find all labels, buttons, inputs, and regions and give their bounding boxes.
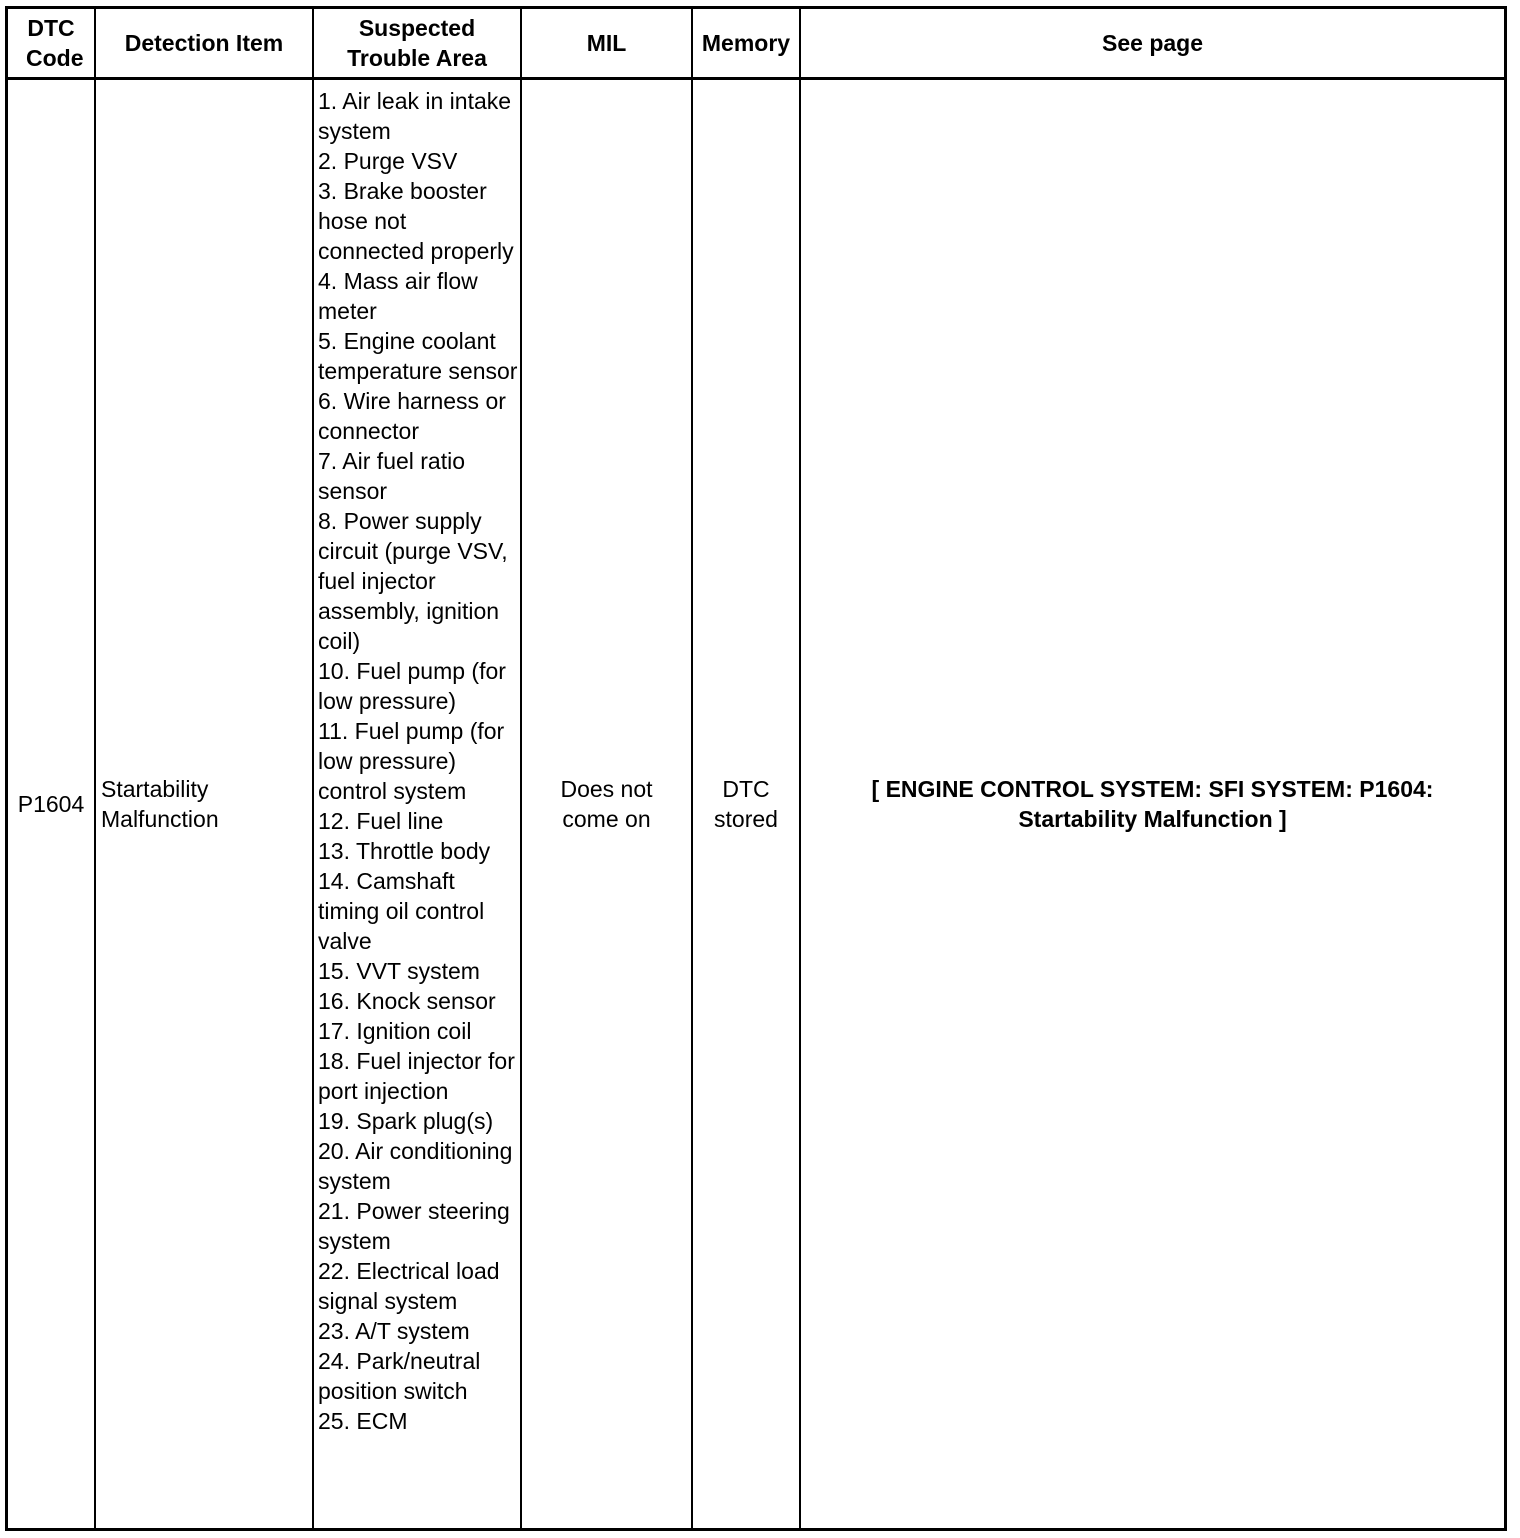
list-item: 2. Purge VSV [318, 148, 458, 174]
list-item: 23. A/T system [318, 1318, 470, 1344]
column-divider [94, 6, 96, 1531]
list-item: 21. Power steering system [318, 1198, 510, 1254]
list-item: 12. Fuel line [318, 808, 444, 834]
list-item: 8. Power supply circuit (purge VSV, fuel injector assembly, ignition coil) [318, 508, 508, 654]
list-item: 5. Engine coolant temperature sensor [318, 328, 518, 384]
list-item: 25. ECM [318, 1408, 408, 1434]
dtc-code-value: P1604 [17, 791, 85, 817]
list-item: 4. Mass air flow meter [318, 268, 478, 324]
suspected-trouble-area-list [318, 86, 518, 1436]
cell-mil [522, 80, 691, 1528]
memory-value: DTC stored [714, 776, 778, 832]
header-dtc-code [8, 9, 94, 77]
column-divider [312, 6, 314, 1531]
header-see-page-label: See page [1102, 30, 1203, 56]
list-item: 14. Camshaft timing oil control valve [318, 868, 485, 954]
header-mil-label: MIL [586, 30, 627, 56]
cell-memory [693, 80, 799, 1528]
header-suspected-trouble-area-label: Suspected Trouble Area [347, 15, 487, 71]
header-see-page [801, 9, 1504, 77]
list-item: 6. Wire harness or connector [318, 388, 506, 444]
header-memory [693, 9, 799, 77]
header-dtc-code-label: DTC Code [26, 15, 84, 71]
see-page-link[interactable]: [ ENGINE CONTROL SYSTEM: SFI SYSTEM: P1604: Startability Malfunction ] [871, 776, 1434, 832]
header-detection-item [96, 9, 312, 77]
header-detection-item-label: Detection Item [124, 30, 284, 56]
cell-dtc-code [8, 80, 94, 1528]
list-item: 13. Throttle body [318, 838, 491, 864]
list-item: 20. Air conditioning system [318, 1138, 513, 1194]
header-mil [522, 9, 691, 77]
list-item: 15. VVT system [318, 958, 480, 984]
detection-item-value: Startability Malfunction [101, 776, 219, 832]
list-item: 18. Fuel injector for port injection [318, 1048, 515, 1104]
list-item: 1. Air leak in intake system [318, 88, 512, 144]
list-item: 11. Fuel pump (for low pressure) control system [318, 718, 505, 804]
list-item: 10. Fuel pump (for low pressure) [318, 658, 506, 714]
header-memory-label: Memory [701, 30, 791, 56]
list-item: 7. Air fuel ratio sensor [318, 448, 466, 504]
list-item: 22. Electrical load signal system [318, 1258, 500, 1314]
mil-value: Does not come on [560, 776, 653, 832]
list-item: 3. Brake booster hose not connected properly [318, 178, 514, 264]
cell-detection-item [101, 80, 312, 1528]
list-item: 19. Spark plug(s) [318, 1108, 494, 1134]
list-item: 17. Ignition coil [318, 1018, 472, 1044]
cell-see-page [801, 80, 1504, 1528]
list-item: 24. Park/neutral position switch [318, 1348, 481, 1404]
list-item: 16. Knock sensor [318, 988, 496, 1014]
header-suspected-trouble-area [314, 9, 520, 77]
